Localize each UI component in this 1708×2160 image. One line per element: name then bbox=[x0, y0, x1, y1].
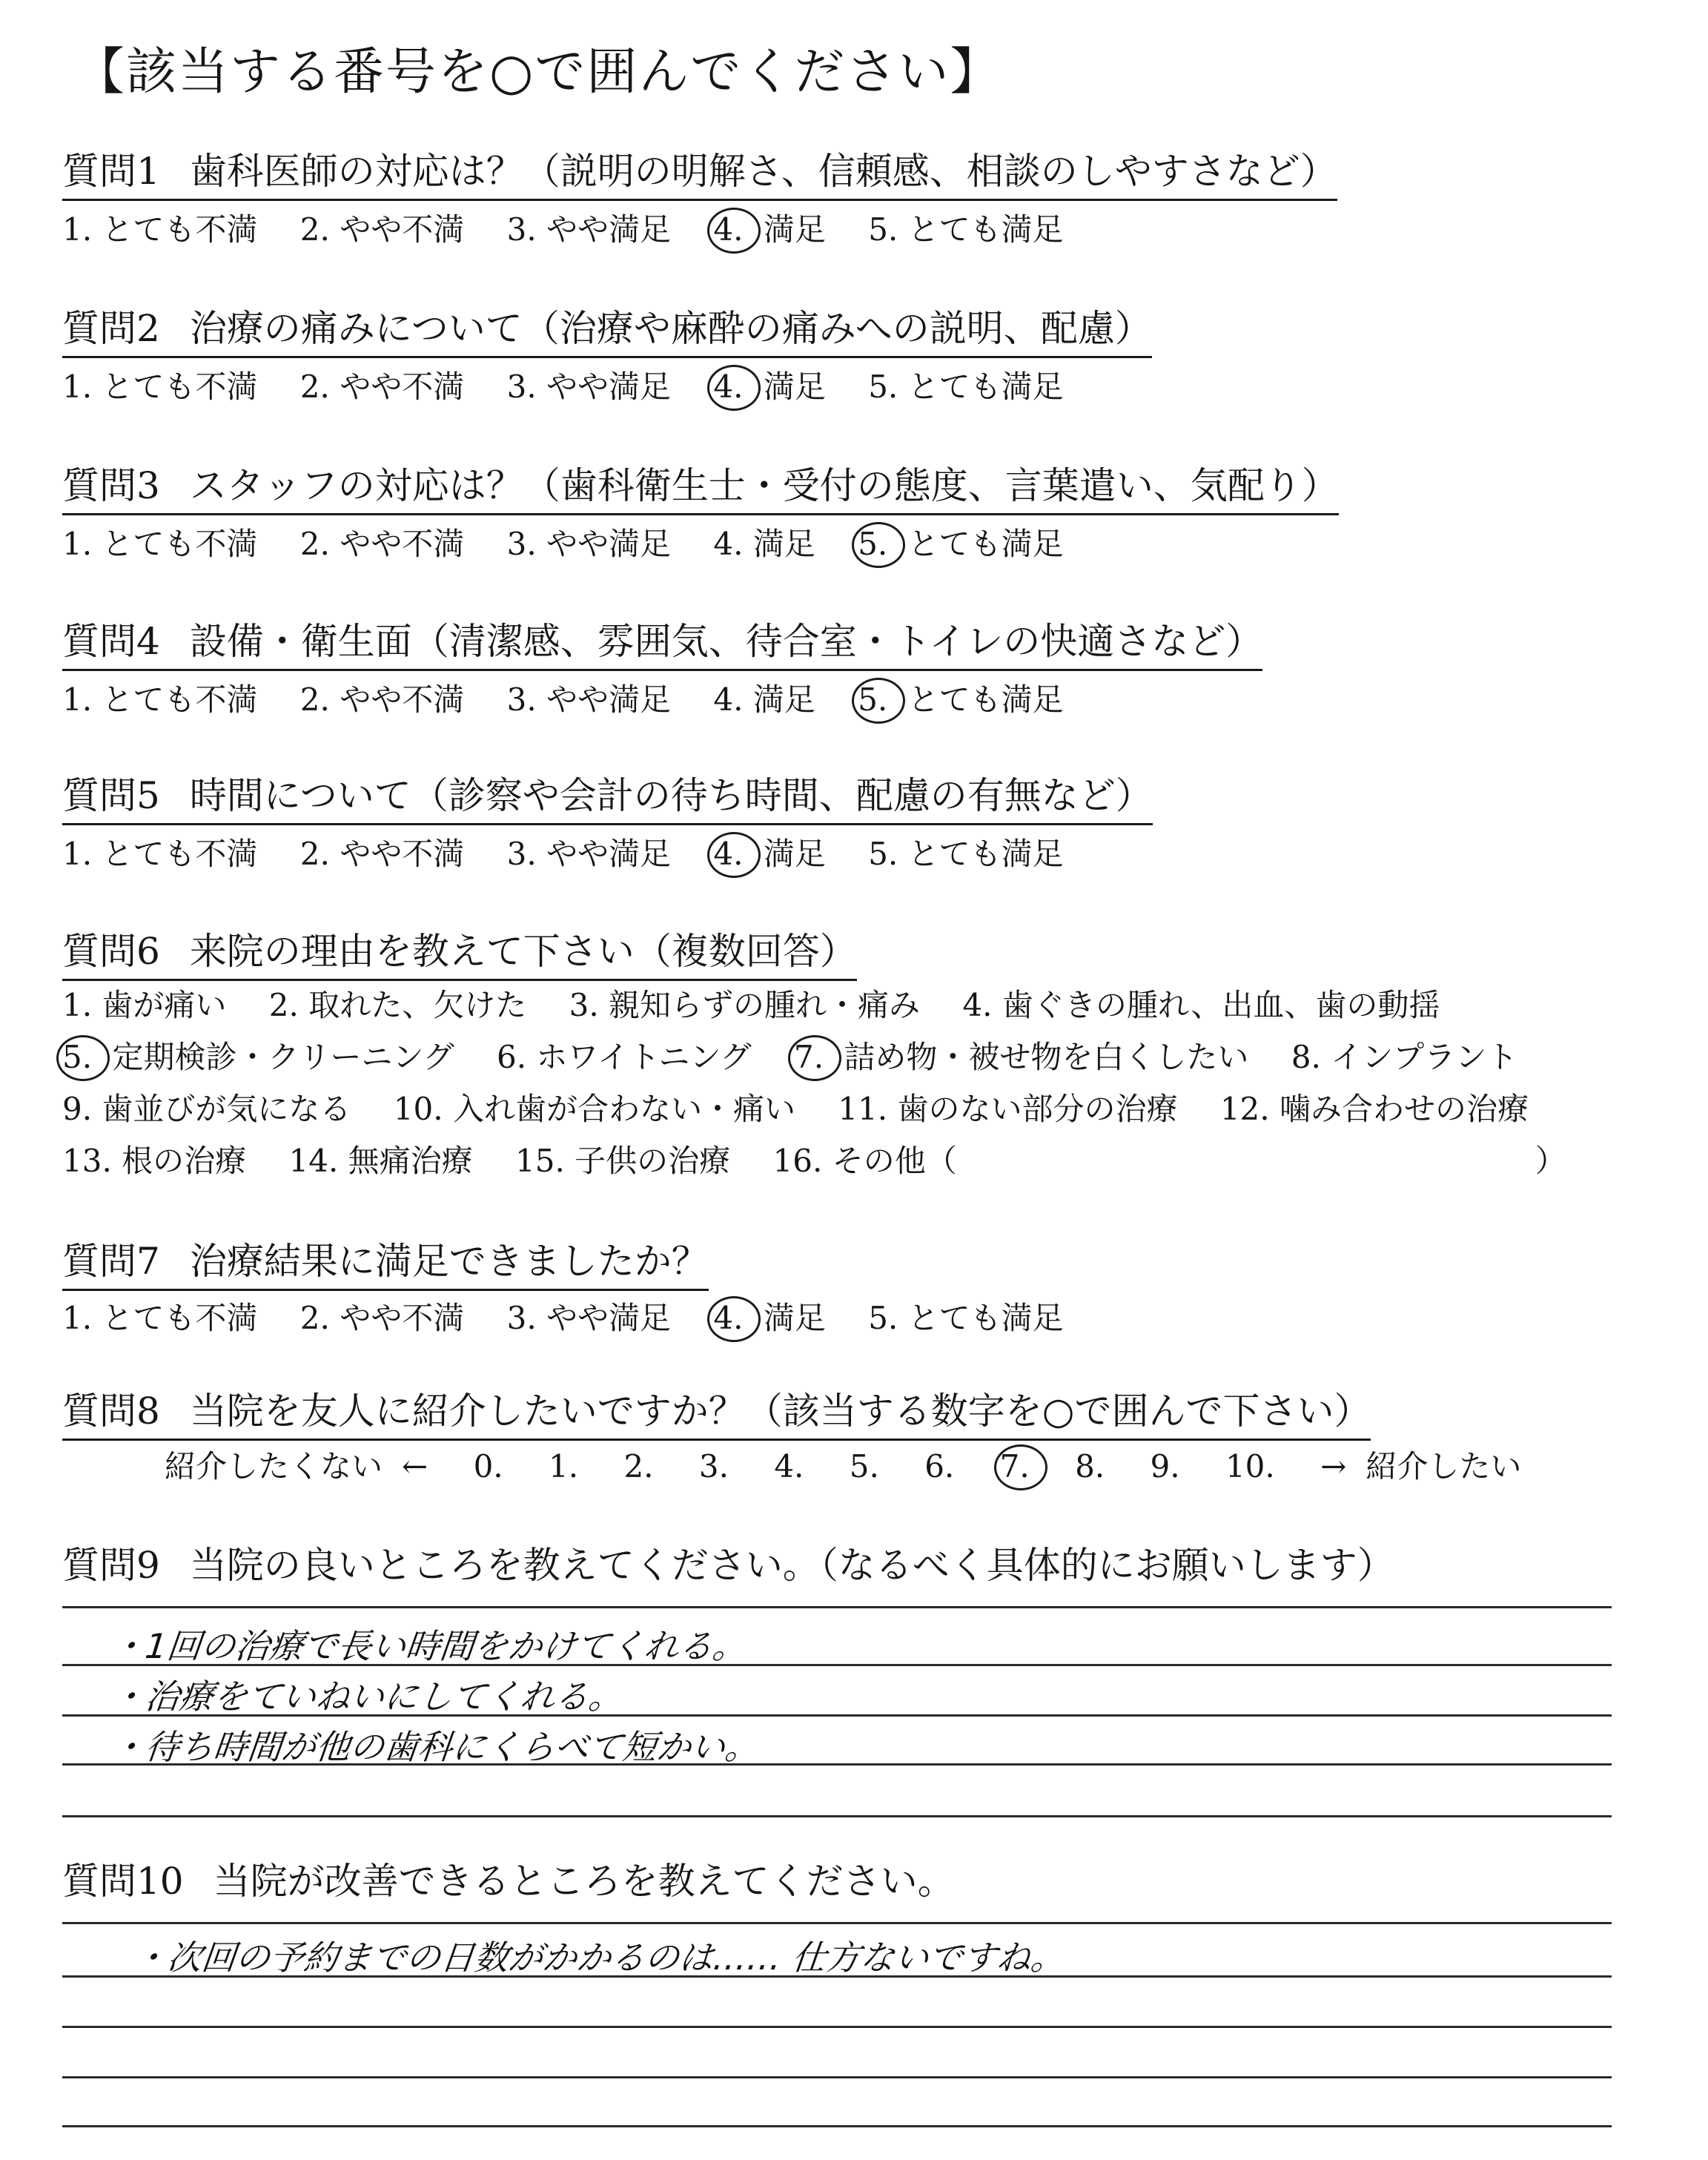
question-1-heading bbox=[62, 148, 1337, 201]
handwritten-answer: ・治療をていねいにしてくれる。 bbox=[109, 1677, 625, 1717]
option-2[interactable]: 2. やや不満 bbox=[299, 526, 465, 562]
option-4[interactable]: 4. 満足 bbox=[713, 526, 815, 562]
question-text: 来院の理由を教えて下さい（複数回答） bbox=[189, 930, 857, 973]
reason-5-label: 定期検診・クリーニング bbox=[112, 1039, 454, 1075]
option-1[interactable]: 1. とても不満 bbox=[62, 1300, 258, 1336]
reason-4[interactable]: 4. 歯ぐきの腫れ、出血、歯の動揺 bbox=[962, 987, 1440, 1023]
question-3-heading bbox=[62, 463, 1339, 515]
option-2[interactable]: 2. やや不満 bbox=[299, 836, 465, 872]
answer-line bbox=[62, 2026, 1612, 2028]
reason-2[interactable]: 2. 取れた、欠けた bbox=[268, 987, 527, 1023]
reason-5-circled[interactable]: 5. bbox=[62, 1037, 92, 1078]
option-5[interactable]: 5. とても満足 bbox=[868, 211, 1064, 248]
handwritten-answer: ・次回の予約までの日数がかかるのは‥‥‥ 仕方ないですね。 bbox=[131, 1938, 1068, 1978]
question-2-options bbox=[62, 366, 1096, 408]
question-number: 質問9 bbox=[62, 1544, 160, 1587]
scale-0[interactable]: 0. bbox=[473, 1448, 503, 1484]
handwritten-answer: ・待ち時間が他の歯科にくらべて短かい。 bbox=[109, 1727, 761, 1767]
option-1[interactable]: 1. とても不満 bbox=[62, 369, 258, 405]
question-number: 質問6 bbox=[62, 930, 160, 973]
reason-7-label: 詰め物・被せ物を白くしたい bbox=[844, 1039, 1249, 1075]
option-3[interactable]: 3. やや満足 bbox=[506, 526, 672, 562]
question-text: 時間について（診察や会計の待ち時間、配慮の有無など） bbox=[189, 774, 1153, 817]
option-4-circled[interactable]: 4. bbox=[713, 366, 743, 408]
option-4-circled[interactable]: 4. bbox=[713, 1298, 743, 1339]
option-2[interactable]: 2. やや不満 bbox=[299, 369, 465, 405]
question-6-options-row-3 bbox=[62, 1089, 1561, 1130]
question-4-heading bbox=[62, 618, 1262, 671]
option-3[interactable]: 3. やや満足 bbox=[506, 681, 672, 718]
question-text: 治療結果に満足できましたか？ bbox=[189, 1240, 709, 1283]
question-6-options-row-1 bbox=[62, 985, 1472, 1026]
option-5-label: とても満足 bbox=[907, 681, 1064, 718]
option-2[interactable]: 2. やや不満 bbox=[299, 1300, 465, 1336]
scale-9[interactable]: 9. bbox=[1150, 1448, 1180, 1484]
question-6-options-row-4 bbox=[62, 1140, 1566, 1182]
other-close-paren: ） bbox=[1535, 1143, 1566, 1179]
reason-11[interactable]: 11. 歯のない部分の治療 bbox=[838, 1091, 1178, 1127]
reason-10[interactable]: 10. 入れ歯が合わない・痛い bbox=[393, 1091, 795, 1127]
question-number: 質問7 bbox=[62, 1240, 160, 1283]
question-number: 質問5 bbox=[62, 774, 160, 817]
option-1[interactable]: 1. とても不満 bbox=[62, 681, 258, 718]
option-2[interactable]: 2. やや不満 bbox=[299, 681, 465, 718]
scale-3[interactable]: 3. bbox=[698, 1448, 729, 1484]
question-3-options bbox=[62, 524, 1096, 565]
reason-14[interactable]: 14. 無痛治療 bbox=[288, 1143, 473, 1179]
option-1[interactable]: 1. とても不満 bbox=[62, 211, 258, 248]
reason-1[interactable]: 1. 歯が痛い bbox=[62, 987, 227, 1023]
question-1-options bbox=[62, 209, 1096, 251]
option-5[interactable]: 5. とても満足 bbox=[868, 369, 1064, 405]
option-5-circled[interactable]: 5. bbox=[858, 679, 887, 721]
question-text: 設備・衛生面（清潔感、雰囲気、待合室・トイレの快適さなど） bbox=[189, 620, 1263, 663]
question-text: 治療の痛みについて（治療や麻酔の痛みへの説明、配慮） bbox=[189, 307, 1152, 350]
option-4[interactable]: 4. 満足 bbox=[713, 681, 815, 718]
answer-line bbox=[62, 1606, 1612, 1608]
scale-5[interactable]: 5. bbox=[849, 1448, 879, 1484]
question-number: 質問3 bbox=[62, 464, 160, 507]
question-8-heading bbox=[62, 1388, 1371, 1441]
reason-15[interactable]: 15. 子供の治療 bbox=[515, 1143, 731, 1179]
question-5-heading bbox=[62, 773, 1153, 825]
question-text: 当院の良いところを教えてください。（なるべく具体的にお願いします） bbox=[189, 1544, 1394, 1587]
option-5[interactable]: 5. とても満足 bbox=[868, 1300, 1064, 1336]
reason-9[interactable]: 9. 歯並びが気になる bbox=[62, 1091, 351, 1127]
scale-10[interactable]: 10. bbox=[1225, 1448, 1275, 1484]
reason-3[interactable]: 3. 親知らずの腫れ・痛み bbox=[569, 987, 921, 1023]
option-1[interactable]: 1. とても不満 bbox=[62, 836, 258, 872]
option-4-label: 満足 bbox=[763, 1300, 826, 1336]
option-1[interactable]: 1. とても不満 bbox=[62, 526, 258, 562]
question-number: 質問10 bbox=[62, 1860, 184, 1903]
survey-title: 【該当する番号を○で囲んでください】 bbox=[74, 43, 1002, 102]
handwritten-answer: ・1回の治療で長い時間をかけてくれる。 bbox=[109, 1626, 749, 1666]
reason-8[interactable]: 8. インプラント bbox=[1291, 1039, 1518, 1075]
answer-line bbox=[62, 1815, 1612, 1817]
reason-16[interactable]: 16. その他（ bbox=[772, 1143, 957, 1179]
option-5[interactable]: 5. とても満足 bbox=[868, 836, 1064, 872]
question-number: 質問1 bbox=[62, 150, 160, 193]
option-4-circled[interactable]: 4. bbox=[713, 833, 743, 875]
left-arrow-icon: ← bbox=[402, 1448, 428, 1484]
right-arrow-icon: → bbox=[1320, 1448, 1347, 1484]
question-number: 質問2 bbox=[62, 307, 160, 350]
question-6-heading bbox=[62, 928, 857, 981]
question-5-options bbox=[62, 833, 1096, 875]
reason-12[interactable]: 12. 噛み合わせの治療 bbox=[1219, 1091, 1529, 1127]
reason-13[interactable]: 13. 根の治療 bbox=[62, 1143, 247, 1179]
question-7-options bbox=[62, 1298, 1096, 1339]
scale-4[interactable]: 4. bbox=[774, 1448, 804, 1484]
answer-line bbox=[62, 2125, 1612, 2127]
option-2[interactable]: 2. やや不満 bbox=[299, 211, 465, 248]
reason-7-circled[interactable]: 7. bbox=[794, 1037, 824, 1078]
option-5-label: とても満足 bbox=[907, 526, 1064, 562]
question-number: 質問8 bbox=[62, 1390, 160, 1433]
scale-1[interactable]: 1. bbox=[549, 1448, 579, 1484]
option-4-label: 満足 bbox=[763, 211, 826, 248]
question-text: スタッフの対応は？（歯科衛生士・受付の態度、言葉遣い、気配り） bbox=[189, 464, 1339, 507]
scale-6[interactable]: 6. bbox=[924, 1448, 955, 1484]
question-text: 歯科医師の対応は？（説明の明解さ、信頼感、相談のしやすさなど） bbox=[189, 150, 1337, 193]
scale-2[interactable]: 2. bbox=[623, 1448, 654, 1484]
option-3[interactable]: 3. やや満足 bbox=[506, 211, 672, 248]
option-4-label: 満足 bbox=[763, 836, 826, 872]
question-text: 当院が改善できるところを教えてください。 bbox=[213, 1860, 955, 1903]
question-number: 質問4 bbox=[62, 620, 160, 663]
scale-7-circled[interactable]: 7. bbox=[1000, 1446, 1030, 1487]
question-10-heading bbox=[62, 1858, 955, 1909]
recommend-scale bbox=[165, 1446, 1521, 1487]
scale-low-label: 紹介したくない bbox=[165, 1448, 383, 1484]
option-5-circled[interactable]: 5. bbox=[858, 524, 887, 565]
question-text: 当院を友人に紹介したいですか？（該当する数字を○で囲んで下さい） bbox=[189, 1390, 1371, 1433]
answer-line bbox=[62, 1922, 1612, 1924]
question-6-options-row-2 bbox=[62, 1037, 1550, 1078]
scale-high-label: 紹介したい bbox=[1366, 1448, 1522, 1484]
option-3[interactable]: 3. やや満足 bbox=[506, 1300, 672, 1336]
scale-8[interactable]: 8. bbox=[1075, 1448, 1105, 1484]
option-4-label: 満足 bbox=[763, 369, 826, 405]
reason-6[interactable]: 6. ホワイトニング bbox=[496, 1039, 752, 1075]
option-3[interactable]: 3. やや満足 bbox=[506, 836, 672, 872]
question-9-heading bbox=[62, 1542, 1394, 1593]
option-3[interactable]: 3. やや満足 bbox=[506, 369, 672, 405]
option-4-circled[interactable]: 4. bbox=[713, 209, 743, 251]
answer-line bbox=[62, 2076, 1612, 2078]
question-4-options bbox=[62, 679, 1096, 721]
question-7-heading bbox=[62, 1238, 709, 1291]
question-2-heading bbox=[62, 305, 1152, 358]
